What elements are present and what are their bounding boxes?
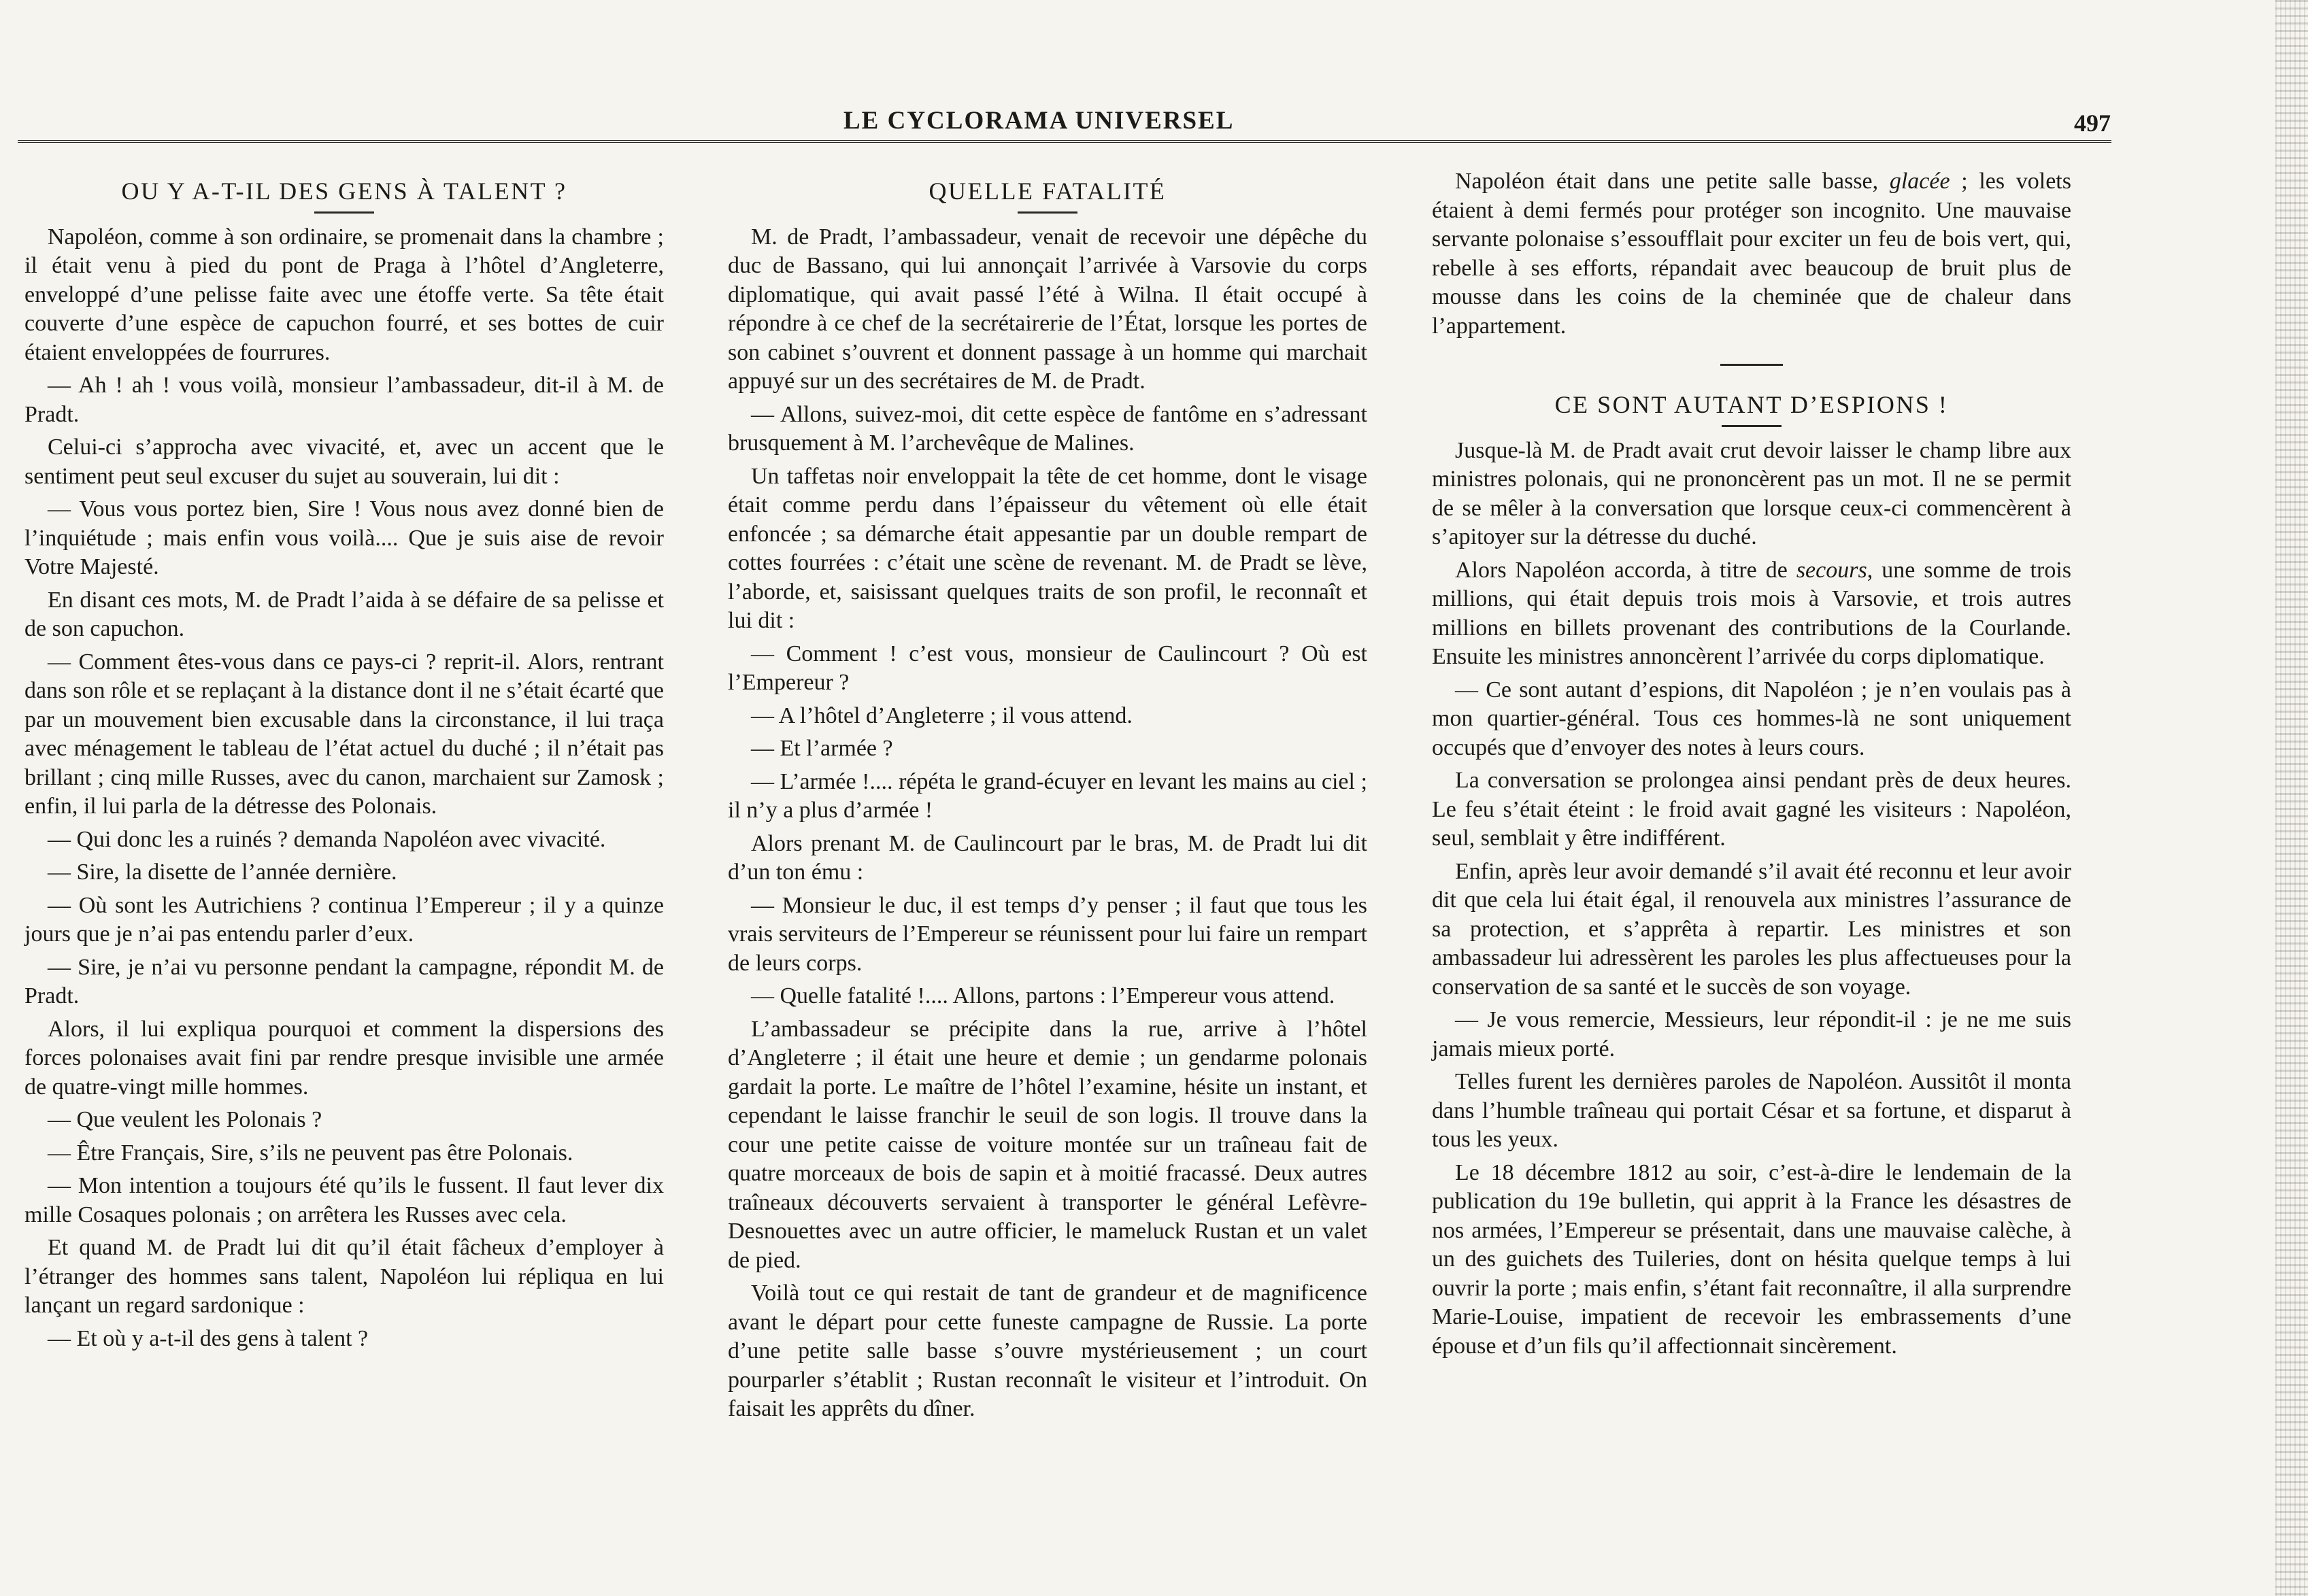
- paragraph: — Mon intention a toujours été qu’ils le fussent. Il faut lever dix mille Cosaques polonais ; on arrêtera les Russes avec cela.: [24, 1173, 664, 1227]
- column-2: [728, 167, 1367, 1428]
- running-head: [0, 102, 2308, 143]
- paragraph: Voilà tout ce qui restait de tant de grandeur et de magnificence avant le départ pour cette funeste campagne de Russie. La porte d’une petite salle basse s’ouvre mystérieusement ; un court pourparler s’établit ; Rustan reconnaît le visiteur et l’introduit. On faisait les apprêts du dîner.: [728, 1280, 1367, 1421]
- paragraph: Jusque-là M. de Pradt avait crut devoir laisser le champ libre aux ministres polonais, qui ne prononcèrent pas un mot. Il ne se permit de se mêler à la conversation que lorsque ceux-ci commencèrent à s’apitoyer sur la détresse du duché.: [1432, 437, 2071, 549]
- paragraph: Alors prenant M. de Caulincourt par le bras, M. de Pradt lui dit d’un ton ému :: [728, 830, 1367, 885]
- paragraph: — Sire, la disette de l’année dernière.: [48, 860, 397, 885]
- paragraph: — Être Français, Sire, s’ils ne peuvent pas être Polonais.: [48, 1140, 573, 1166]
- column-3: [1432, 167, 2071, 1365]
- paragraph: — Que veulent les Polonais ?: [48, 1107, 322, 1132]
- text-run: , une somme de trois millions, qui était depuis trois mois à Varsovie, et trois autres millions en billets provenant des contributions de la Courlande. Ensuite les ministres annoncèrent l’arrivée du corps diplomatique.: [1432, 557, 2072, 669]
- paragraph: La conversation se prolongea ainsi pendant près de deux heures. Le feu s’était éteint : le froid avait gagné les visiteurs : Napoléon, seul, semblait y être indifférent.: [1432, 768, 2071, 851]
- article-title: CE SONT AUTANT D’ESPIONS !: [1554, 391, 1949, 418]
- italic-text: secours: [1796, 557, 1867, 583]
- section-rule: [1720, 364, 1783, 366]
- paragraph: — Et où y a-t-il des gens à talent ?: [48, 1325, 369, 1351]
- italic-text: glacée: [1889, 169, 1950, 194]
- column-1: [24, 167, 664, 1357]
- paragraph: — Qui donc les a ruinés ? demanda Napoléon avec vivacité.: [48, 826, 606, 852]
- header-double-rule: [18, 140, 2111, 146]
- paragraph: — Et l’armée ?: [751, 736, 893, 761]
- title-rule: [1018, 211, 1077, 214]
- paragraph: — Vous vous portez bien, Sire ! Vous nous avez donné bien de l’inquiétude ; mais enfin vous voilà.... Que je suis aise de revoir Votre Majesté.: [24, 496, 664, 579]
- journal-title: LE CYCLORAMA UNIVERSEL: [843, 107, 1235, 135]
- paragraph: [1432, 556, 2071, 672]
- paragraph: — Ah ! ah ! vous voilà, monsieur l’ambassadeur, dit-il à M. de Pradt.: [24, 373, 664, 427]
- paragraph: Telles furent les dernières paroles de Napoléon. Aussitôt il monta dans l’humble traîneau qui portait César et sa fortune, et disparut à tous les yeux.: [1432, 1069, 2071, 1152]
- paragraph: Napoléon, comme à son ordinaire, se promenait dans la chambre ; il était venu à pied du pont de Praga à l’hôtel d’Angleterre, enveloppé d’une pelisse faite avec une étoffe verte. Sa tête était couverte d’une espèce de capuchon fourré, et ses bottes de cuir étaient enveloppées de fourrures.: [24, 224, 664, 365]
- page-number: 497: [2074, 109, 2111, 137]
- scanned-page-edge: [2275, 0, 2308, 1596]
- text-run: Napoléon était dans une petite salle basse,: [1455, 169, 1890, 194]
- paragraph: — Comment êtes-vous dans ce pays-ci ? reprit-il. Alors, rentrant dans son rôle et se replaçant à la distance dont il ne s’était écarté que par un mouvement bien excusable dans la circonstance, il lui traça avec ménagement le tableau de l’état actuel du duché ; il n’était pas brillant ; cinq mille Russes, avec du canon, marchaient sur Zamosk ; enfin, il lui parla de la détresse des Polonais.: [24, 649, 664, 819]
- paragraph: — L’armée !.... répéta le grand-écuyer en levant les mains au ciel ; il n’y a plus d’armée !: [728, 768, 1367, 823]
- paragraph: — Comment ! c’est vous, monsieur de Caulincourt ? Où est l’Empereur ?: [728, 641, 1367, 695]
- paragraph: — Je vous remercie, Messieurs, leur répondit-il : je ne me suis jamais mieux porté.: [1432, 1007, 2071, 1062]
- paragraph: — Où sont les Autrichiens ? continua l’Empereur ; il y a quinze jours que je n’ai pas entendu parler d’eux.: [24, 892, 664, 947]
- paragraph: M. de Pradt, l’ambassadeur, venait de recevoir une dépêche du duc de Bassano, qui lui annonçait l’arrivée à Varsovie du corps diplomatique, qui avait passé l’été à Wilna. Il était occupé à répondre à ce chef de la secrétairerie de l’État, lorsque les portes de son cabinet s’ouvrent et donnent passage à un homme qui marchait appuyé sur un des secrétaires de M. de Pradt.: [728, 224, 1367, 394]
- paragraph: Celui-ci s’approcha avec vivacité, et, avec un accent que le sentiment peut seul excuser du sujet au souverain, lui dit :: [24, 435, 664, 489]
- paragraph: — Monsieur le duc, il est temps d’y penser ; il faut que tous les vrais serviteurs de l’Empereur se réunissent pour lui faire un rempart de leurs corps.: [728, 892, 1367, 976]
- paragraph: — Allons, suivez-moi, dit cette espèce de fantôme en s’adressant brusquement à M. l’archevêque de Malines.: [728, 401, 1367, 456]
- paragraph: — Quelle fatalité !.... Allons, partons : l’Empereur vous attend.: [751, 983, 1335, 1008]
- article-title: QUELLE FATALITÉ: [929, 177, 1167, 205]
- paragraph: Et quand M. de Pradt lui dit qu’il était fâcheux d’employer à l’étranger des hommes sans talent, Napoléon lui répliqua en lui lançant un regard sardonique :: [24, 1235, 664, 1318]
- title-rule: [1722, 425, 1782, 427]
- paragraph: En disant ces mots, M. de Pradt l’aida à se défaire de sa pelisse et de son capuchon.: [24, 587, 664, 641]
- paragraph: Alors, il lui expliqua pourquoi et comment la dispersions des forces polonaises avait fini par rendre presque invisible une armée de quatre-vingt mille hommes.: [24, 1016, 664, 1100]
- paragraph: L’ambassadeur se précipite dans la rue, arrive à l’hôtel d’Angleterre ; il était une heure et demie ; un gendarme polonais gardait la porte. Le maître de l’hôtel l’examine, hésite un instant, et cependant le laisse franchir le seuil de son logis. Il trouve dans la cour une petite caisse de voiture montée sur un traîneau fait de quatre morceaux de bois de sapin et à moitié fracassé. Deux autres traîneaux découverts servaient à transporter le général Lefèvre-Desnouettes avec un autre officier, le mameluck Rustan et un valet de pied.: [728, 1016, 1367, 1273]
- paragraph: [1432, 167, 2071, 341]
- title-rule: [314, 211, 374, 214]
- paragraph: Un taffetas noir enveloppait la tête de cet homme, dont le visage était comme perdu dans l’épaisseur du vêtement où elle était enfoncée ; sa démarche était appesantie par un double rempart de cottes fourrées : c’était une scène de revenant. M. de Pradt se lève, l’aborde, et, saisissant quelques traits de son profil, le reconnaît et lui dit :: [728, 463, 1367, 633]
- paragraph: — A l’hôtel d’Angleterre ; il vous attend.: [751, 702, 1133, 728]
- article-title: OU Y A-T-IL DES GENS À TALENT ?: [121, 177, 567, 205]
- paragraph: — Ce sont autant d’espions, dit Napoléon ; je n’en voulais pas à mon quartier-général. Tous ces hommes-là ne sont uniquement occupés que d’envoyer des notes à leurs cours.: [1432, 677, 2071, 760]
- paragraph: Le 18 décembre 1812 au soir, c’est-à-dire le lendemain de la publication du 19e bulletin, qui apprit à la France les désastres de nos armées, l’Empereur se présentait, dans une mauvaise calèche, à un des guichets des Tuileries, dont on hésita quelque temps à lui ouvrir la porte ; mais enfin, s’étant fait reconnaître, il alla surprendre Marie-Louise, impatient de recevoir les embrassements d’une épouse et d’un fils qu’il affectionnait sincèrement.: [1432, 1159, 2071, 1359]
- text-run: ; les volets étaient à demi fermés pour protéger son incognito. Une mauvaise servante polonaise s’essoufflait pour exciter un feu de bois vert, qui, rebelle à ses efforts, répandait avec beaucoup de bruit plus de mousse dans les coins de la cheminée que de chaleur dans l’appartement.: [1432, 169, 2071, 339]
- text-run: Alors Napoléon accorda, à titre de: [1455, 557, 1796, 583]
- paragraph: Enfin, après leur avoir demandé s’il avait été reconnu et leur avoir dit que cela lui était égal, il renouvela aux ministres l’assurance de sa protection, et s’apprêta à repartir. Les ministres et son ambassadeur lui adressèrent les paroles les plus affectueuses pour la conservation de sa santé et le succès de son voyage.: [1432, 858, 2071, 1000]
- paragraph: — Sire, je n’ai vu personne pendant la campagne, répondit M. de Pradt.: [24, 954, 664, 1008]
